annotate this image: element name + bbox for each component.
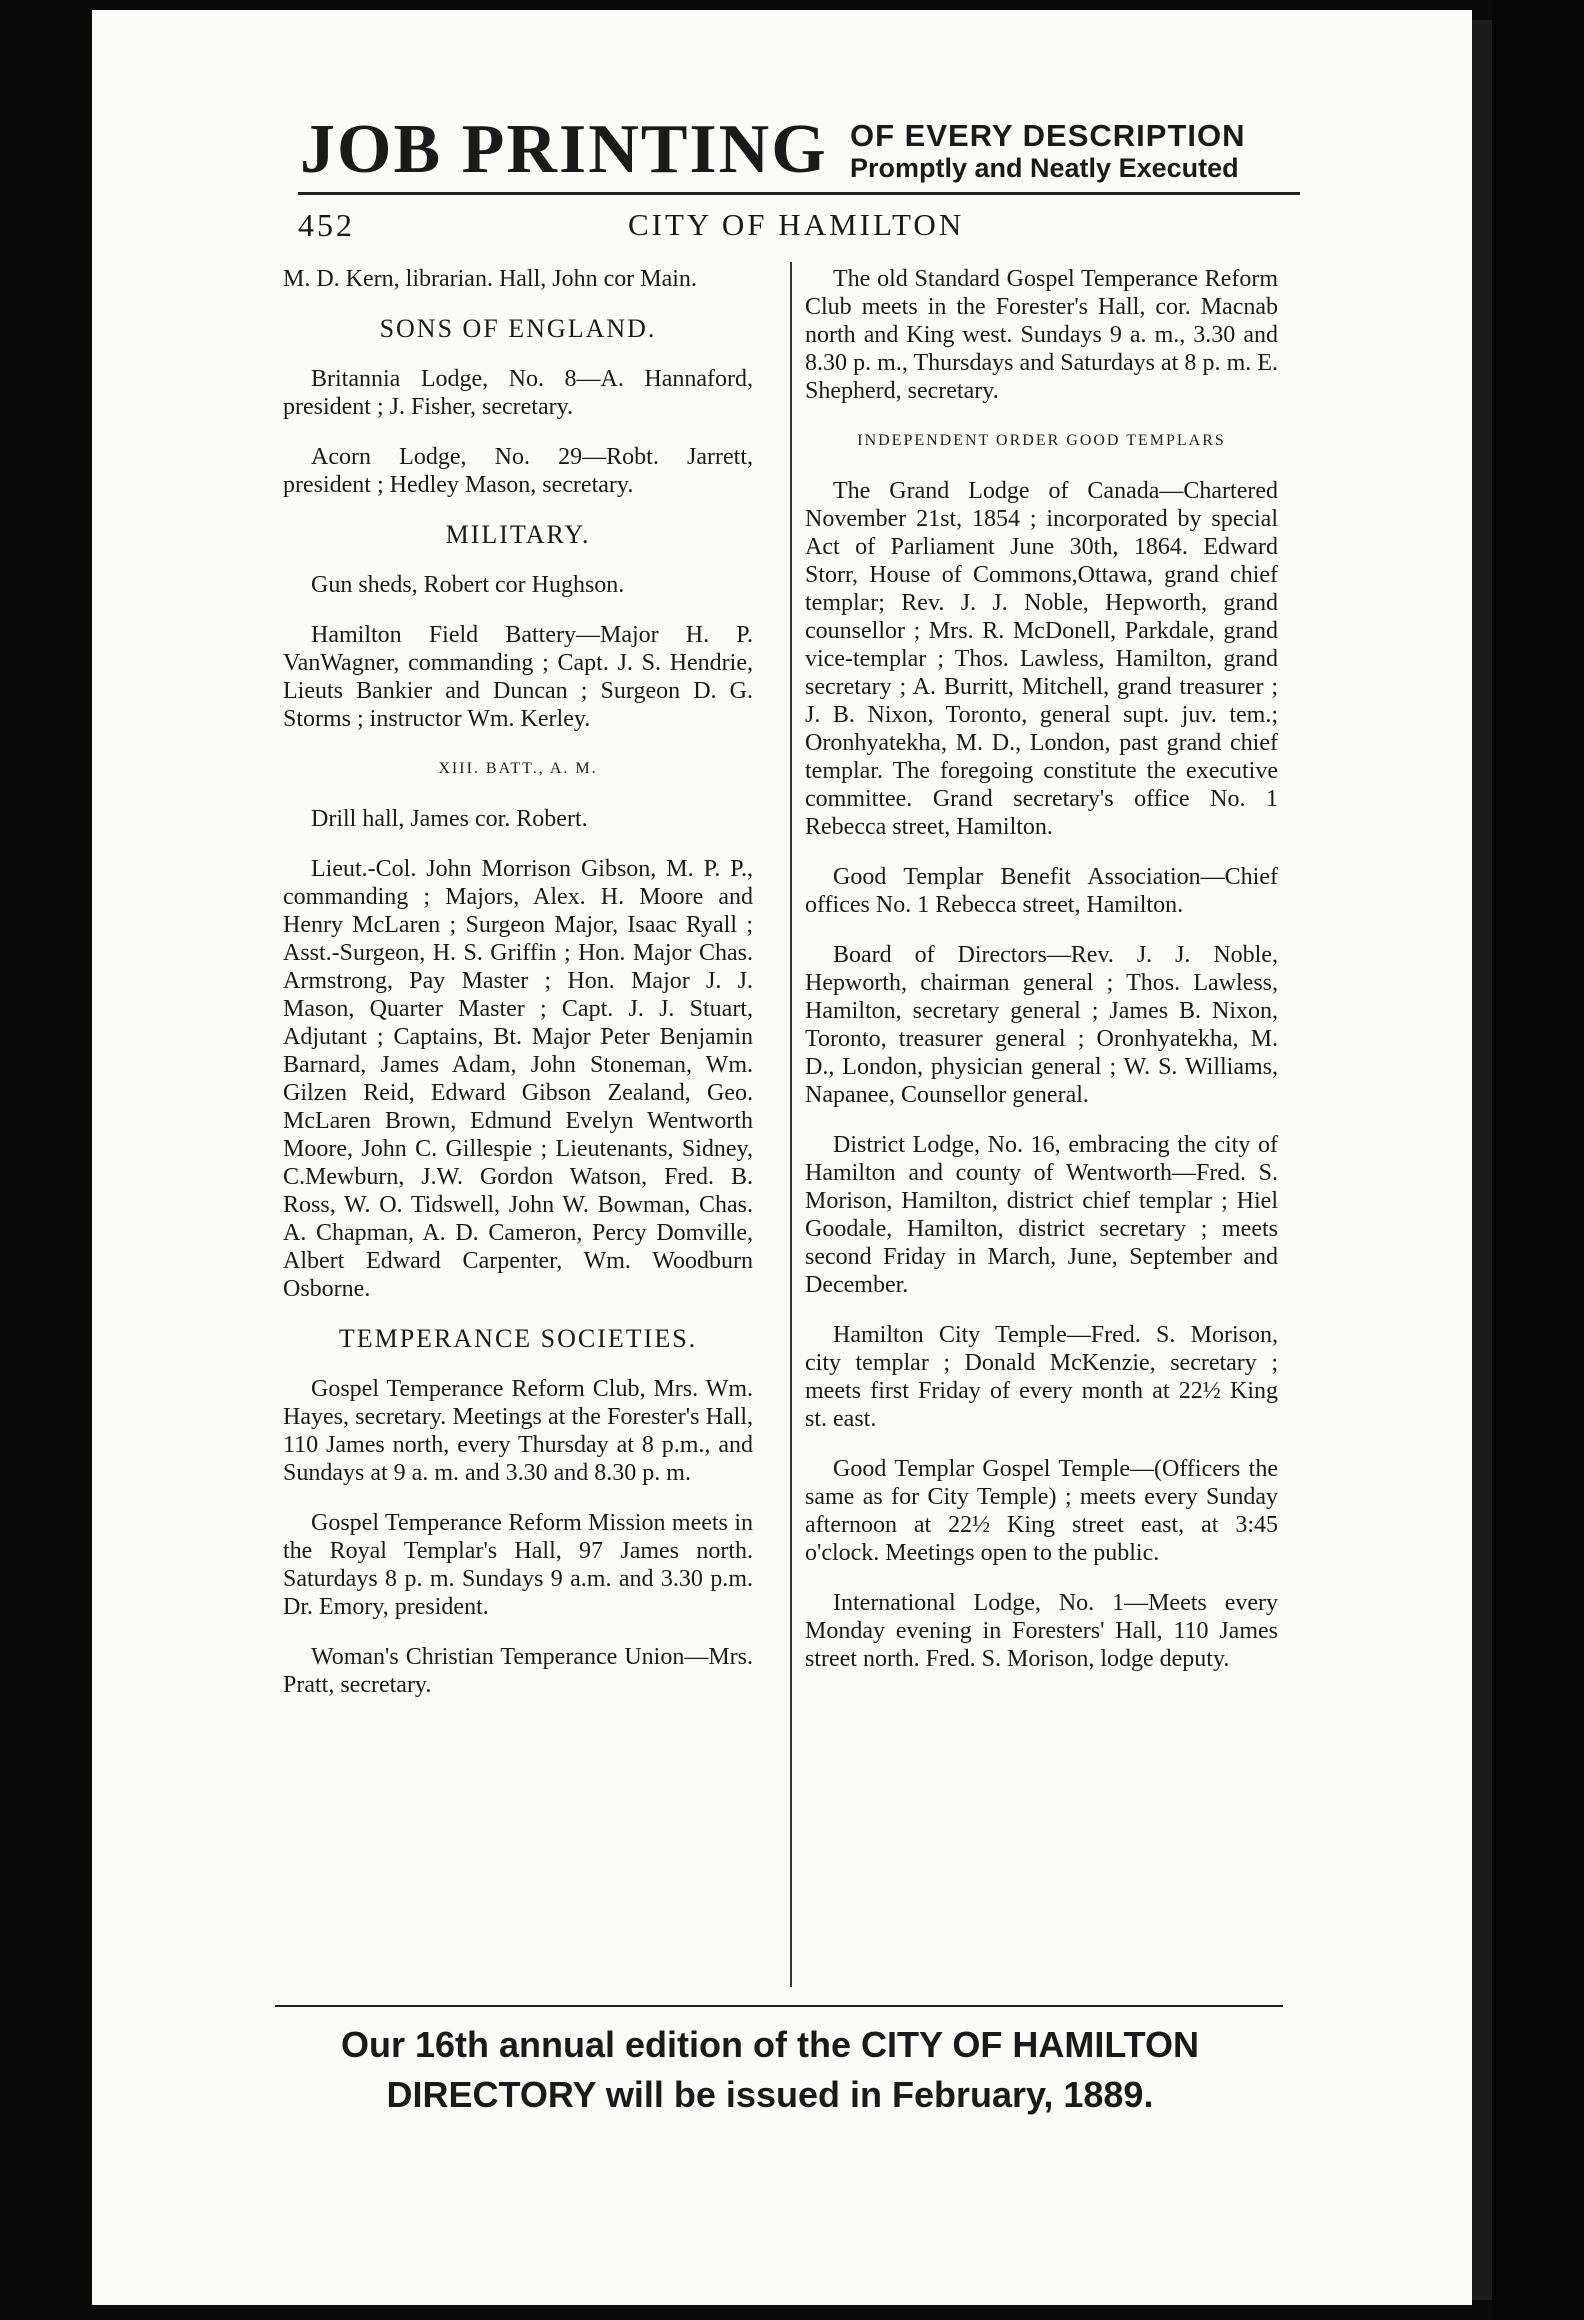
running-header xyxy=(298,205,1298,245)
entry-drill-hall: Drill hall, James cor. Robert. xyxy=(311,806,588,832)
banner-tagline xyxy=(850,120,1246,184)
heading-military: MILITARY. xyxy=(445,520,591,549)
footer-rule xyxy=(275,2005,1283,2007)
heading-good-templars: INDEPENDENT ORDER GOOD TEMPLARS xyxy=(857,432,1226,449)
heading-temperance: TEMPERANCE SOCIETIES. xyxy=(338,1324,698,1353)
entry-benefit-association: Good Templar Benefit Association—Chief offices No. 1 Rebecca street, Hamilton. xyxy=(805,864,1278,918)
advertisement-banner xyxy=(300,110,1300,190)
banner-title: JOB PRINTING xyxy=(300,111,828,188)
entry-board-of-directors: Board of Directors—Rev. J. J. Noble, Hepworth, chairman general ; Thos. Lawless, Hamilton, secretary general ; James B. Nixon, Toronto, treasurer general ; Oronhyatekha, M. D., London, physician general ; W. S. Williams, Napanee, Counsellor general. xyxy=(805,942,1278,1108)
heading-sons-of-england: SONS OF ENGLAND. xyxy=(379,314,657,343)
footer-advertisement xyxy=(240,2020,1300,2120)
entry-field-battery: Hamilton Field Battery—Major H. P. VanWagner, commanding ; Capt. J. S. Hendrie, Lieuts Bankier and Duncan ; Surgeon D. G. Storms ; instructor Wm. Kerley. xyxy=(283,622,753,732)
banner-tagline-line1: OF EVERY DESCRIPTION xyxy=(850,118,1246,153)
column-divider xyxy=(790,262,792,1987)
entry-officers: Lieut.-Col. John Morrison Gibson, M. P. P., commanding ; Majors, Alex. H. Moore and Henry McLaren ; Surgeon Major, Isaac Ryall ; Asst.-Surgeon, H. S. Griffin ; Hon. Major Chas. Armstrong, Pay Master ; Hon. Major J. J. Mason, Quarter Master ; Capt. J. J. Stuart, Adjutant ; Captains, Bt. Major Peter Benjamin Barnard, James Adam, John Stoneman, Wm. Gilzen Reid, Edward Gibson Zealand, Geo. McLaren Brown, Edmund Evelyn Wentworth Moore, John C. Gillespie ; Lieutenants, Sidney, C.Mewburn, J.W. Gordon Watson, Fred. B. Ross, W. O. Tidswell, John W. Bowman, Chas. A. Chapman, A. D. Cameron, Percy Domville, Albert Edward Carpenter, Wm. Woodburn Osborne. xyxy=(283,856,753,1302)
scan-border xyxy=(1492,0,1584,2320)
footer-line2: DIRECTORY will be issued in February, 1889. xyxy=(386,2074,1154,2115)
entry-britannia-lodge: Britannia Lodge, No. 8—A. Hannaford, president ; J. Fisher, secretary. xyxy=(283,366,753,420)
entry-old-standard-club: The old Standard Gospel Temperance Reform Club meets in the Forester's Hall, cor. Macnab north and King west. Sundays 9 a. m., 3.30 and 8.30 p. m., Thursdays and Saturdays at 8 p. m. E. Shepherd, secretary. xyxy=(805,266,1278,404)
right-column xyxy=(805,265,1278,1695)
entry-district-lodge: District Lodge, No. 16, embracing the city of Hamilton and county of Wentworth—Fred. S. Morison, Hamilton, district chief templar ; Hiel Goodale, Hamilton, district secretary ; meets second Friday in March, June, September and December. xyxy=(805,1132,1278,1298)
entry-grand-lodge: The Grand Lodge of Canada—Chartered November 21st, 1854 ; incorporated by special Act of Parliament June 30th, 1864. Edward Storr, House of Commons,Ottawa, grand chief templar; Rev. J. J. Noble, Hepworth, grand counsellor ; Mrs. R. McDonell, Parkdale, grand vice-templar ; Thos. Lawless, Hamilton, grand secretary ; A. Burritt, Mitchell, grand treasurer ; J. B. Nixon, Toronto, general supt. juv. tem.; Oronhyatekha, M. D., London, past grand chief templar. The foregoing constitute the executive committee. Grand secretary's office No. 1 Rebecca street, Hamilton. xyxy=(805,478,1278,840)
entry-gun-sheds: Gun sheds, Robert cor Hughson. xyxy=(311,572,625,598)
banner-rule xyxy=(298,192,1300,195)
entry-gospel-club: Gospel Temperance Reform Club, Mrs. Wm. Hayes, secretary. Meetings at the Forester's Hall, 110 James north, every Thursday at 8 p.m., and Sundays at 9 a. m. and 3.30 and 8.30 p. m. xyxy=(283,1376,753,1486)
page-number: 452 xyxy=(298,207,355,243)
banner-tagline-line2: Promptly and Neatly Executed xyxy=(850,153,1239,183)
entry-international-lodge: International Lodge, No. 1—Meets every Monday evening in Foresters' Hall, 110 James street north. Fred. S. Morison, lodge deputy. xyxy=(805,1590,1278,1672)
page-edge xyxy=(1472,20,1492,2300)
entry-wctu: Woman's Christian Temperance Union—Mrs. Pratt, secretary. xyxy=(283,1644,753,1698)
left-column xyxy=(283,265,753,1721)
running-head-title: CITY OF HAMILTON xyxy=(628,207,965,242)
entry-gospel-temple: Good Templar Gospel Temple—(Officers the same as for City Temple) ; meets every Sunday afternoon at 22½ King street east, at 3:45 o'clock. Meetings open to the public. xyxy=(805,1456,1278,1566)
entry-acorn-lodge: Acorn Lodge, No. 29—Robt. Jarrett, president ; Hedley Mason, secretary. xyxy=(283,444,753,498)
entry-city-temple: Hamilton City Temple—Fred. S. Morison, city templar ; Donald McKenzie, secretary ; meets first Friday of every month at 22½ King st. east. xyxy=(805,1322,1278,1432)
footer-line1: Our 16th annual edition of the CITY OF HAMILTON xyxy=(340,2024,1199,2065)
heading-xiii-batt: XIII. BATT., A. M. xyxy=(438,760,598,777)
entry-gospel-mission: Gospel Temperance Reform Mission meets in the Royal Templar's Hall, 97 James north. Saturdays 8 p. m. Sundays 9 a.m. and 3.30 p.m. Dr. Emory, president. xyxy=(283,1510,753,1620)
entry-library: M. D. Kern, librarian. Hall, John cor Main. xyxy=(283,266,697,292)
